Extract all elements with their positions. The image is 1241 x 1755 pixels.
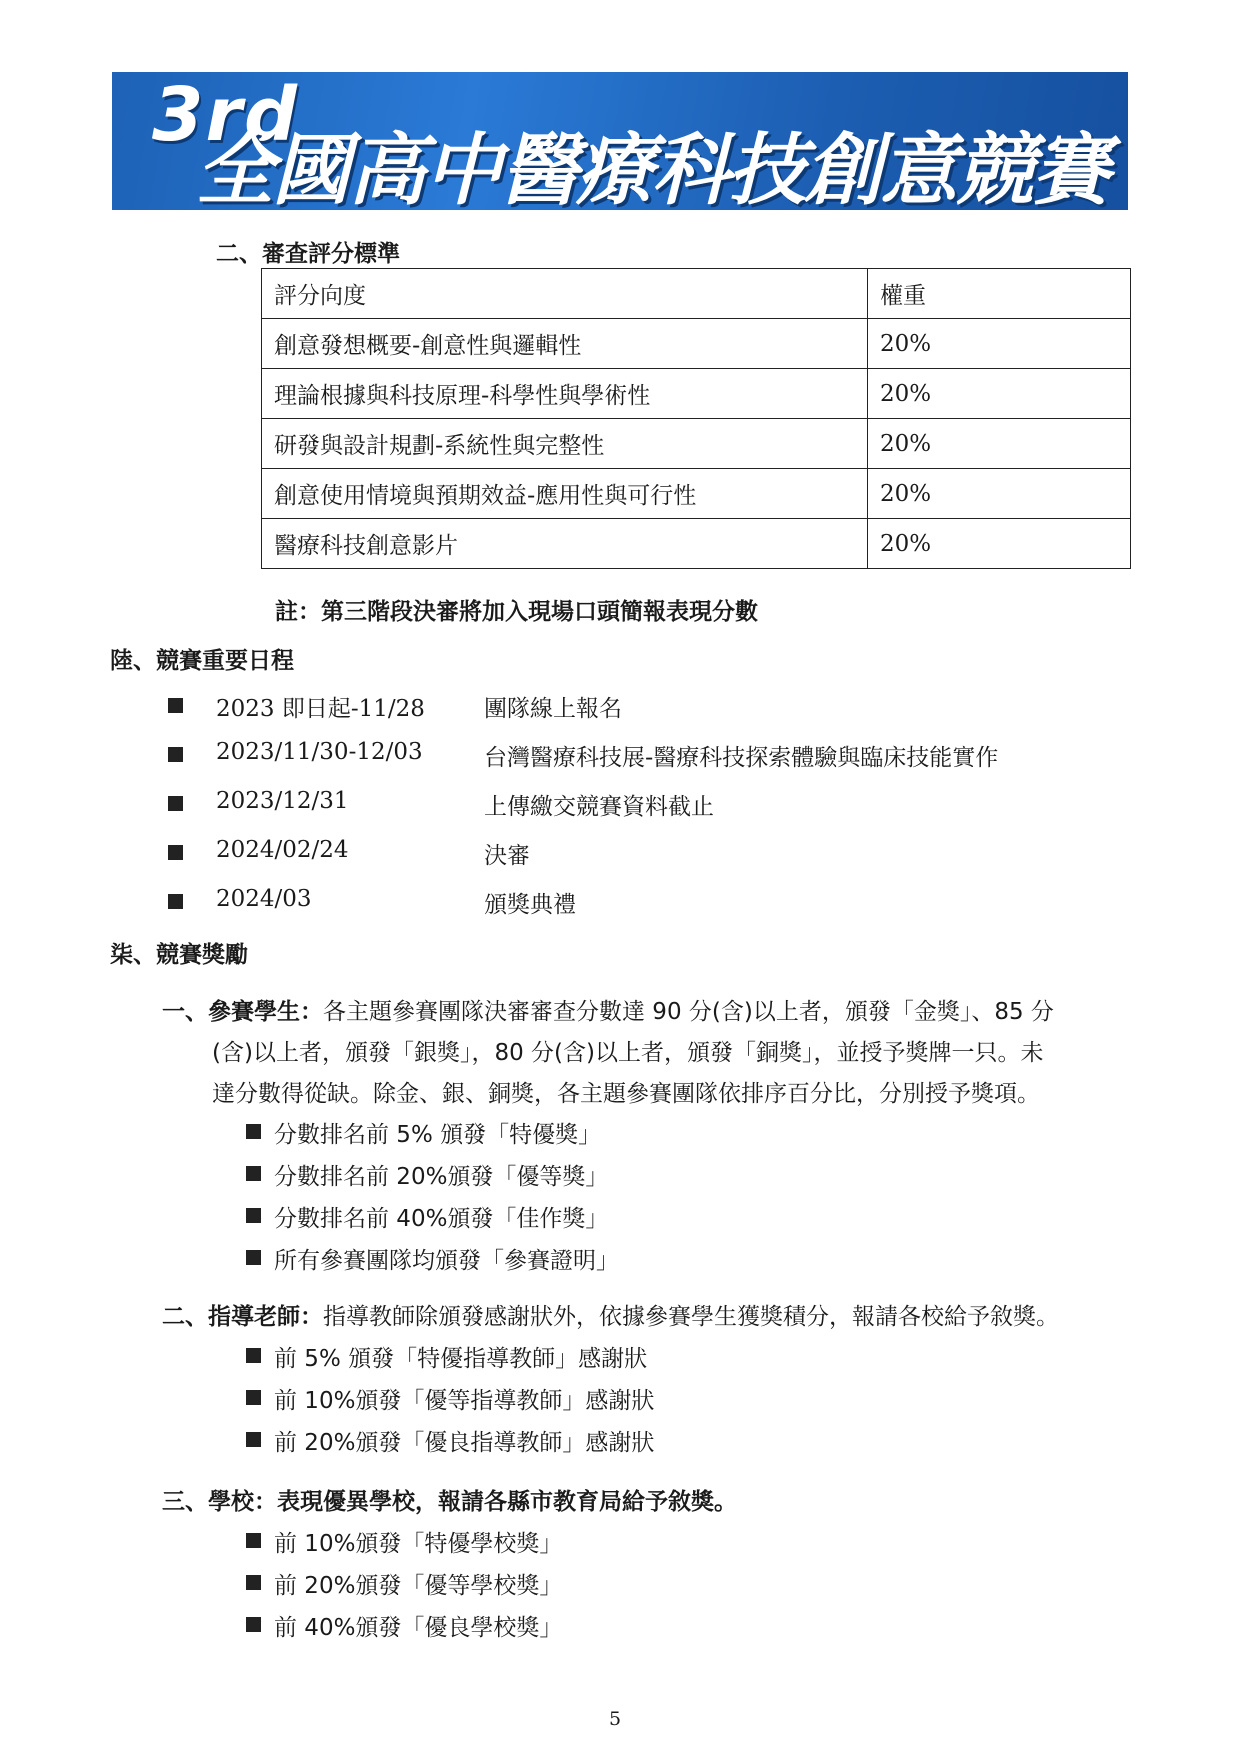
schedule-event: 台灣醫療科技展-醫療科技探索體驗與臨床技能實作	[484, 745, 999, 771]
square-bullet-icon	[168, 845, 183, 860]
students-text-line: 達分數得從缺。除金、銀、銅獎，各主題參賽團隊依排序百分比，分別授予獎項。	[212, 1081, 1040, 1107]
school-award-item: 前 40%頒發「優良學校獎」	[274, 1615, 563, 1641]
student-award-item: 分數排名前 20%頒發「優等獎」	[274, 1164, 609, 1190]
schedule-event: 上傳繳交競賽資料截止	[484, 794, 714, 820]
schedule-date: 2024/03	[216, 886, 312, 912]
review-note: 註：第三階段決審將加入現場口頭簡報表現分數	[275, 599, 758, 625]
school-award-item: 前 10%頒發「特優學校獎」	[274, 1531, 563, 1557]
table-cell: 20%	[868, 519, 1131, 569]
awards-heading: 柒、競賽獎勵	[110, 942, 248, 968]
schedule-heading: 陸、競賽重要日程	[110, 648, 294, 674]
schools-paragraph: 三、學校：表現優異學校，報請各縣市教育局給予敘獎。	[162, 1489, 737, 1515]
table-cell: 20%	[868, 319, 1131, 369]
square-bullet-icon	[246, 1166, 261, 1181]
table-cell: 理論根據與科技原理-科學性與學術性	[262, 369, 868, 419]
table-cell: 20%	[868, 469, 1131, 519]
square-bullet-icon	[246, 1617, 261, 1632]
teachers-paragraph	[162, 1298, 1059, 1331]
schedule-event: 決審	[484, 843, 530, 869]
square-bullet-icon	[246, 1348, 261, 1363]
table-cell: 20%	[868, 419, 1131, 469]
square-bullet-icon	[246, 1390, 261, 1405]
students-label: 一、參賽學生：	[162, 999, 323, 1025]
teachers-label: 二、指導老師：	[162, 1304, 323, 1330]
table-cell: 20%	[868, 369, 1131, 419]
student-award-item: 分數排名前 5% 頒發「特優獎」	[274, 1122, 602, 1148]
teacher-award-item: 前 20%頒發「優良指導教師」感謝狀	[274, 1430, 655, 1456]
square-bullet-icon	[168, 698, 183, 713]
student-award-item: 分數排名前 40%頒發「佳作獎」	[274, 1206, 609, 1232]
title-banner	[112, 72, 1128, 210]
students-paragraph	[162, 993, 1054, 1026]
table-row	[262, 369, 1131, 419]
table-cell: 創意使用情境與預期效益-應用性與可行性	[262, 469, 868, 519]
square-bullet-icon	[168, 894, 183, 909]
schedule-event: 頒獎典禮	[484, 892, 576, 918]
review-heading: 二、審查評分標準	[216, 241, 400, 267]
table-row	[262, 419, 1131, 469]
scoring-table	[261, 268, 1131, 569]
square-bullet-icon	[246, 1575, 261, 1590]
edition-label: 3rd	[152, 72, 299, 158]
schedule-date: 2023/12/31	[216, 788, 349, 814]
square-bullet-icon	[246, 1533, 261, 1548]
table-cell: 研發與設計規劃-系統性與完整性	[262, 419, 868, 469]
square-bullet-icon	[246, 1432, 261, 1447]
students-text: 各主題參賽團隊決審審查分數達 90 分(含)以上者，頒發「金獎」、85 分	[323, 999, 1054, 1025]
students-text-line: (含)以上者，頒發「銀獎」，80 分(含)以上者，頒發「銅獎」，並授予獎牌一只。未	[212, 1040, 1044, 1066]
schedule-date: 2023/11/30-12/03	[216, 739, 423, 765]
schedule-date: 2024/02/24	[216, 837, 349, 863]
square-bullet-icon	[246, 1208, 261, 1223]
teacher-award-item: 前 10%頒發「優等指導教師」感謝狀	[274, 1388, 655, 1414]
table-row	[262, 519, 1131, 569]
square-bullet-icon	[246, 1124, 261, 1139]
table-header-cell: 評分向度	[262, 269, 868, 319]
square-bullet-icon	[168, 747, 183, 762]
school-award-item: 前 20%頒發「優等學校獎」	[274, 1573, 563, 1599]
table-cell: 醫療科技創意影片	[262, 519, 868, 569]
student-award-item: 所有參賽團隊均頒發「參賽證明」	[274, 1248, 619, 1274]
table-cell: 創意發想概要-創意性與邏輯性	[262, 319, 868, 369]
square-bullet-icon	[246, 1250, 261, 1265]
table-row	[262, 469, 1131, 519]
table-header-row	[262, 269, 1131, 319]
table-header-cell: 權重	[868, 269, 1131, 319]
teachers-text: 指導教師除頒發感謝狀外，依據參賽學生獲獎積分，報請各校給予敘獎。	[323, 1304, 1059, 1330]
page-number: 5	[609, 1708, 622, 1730]
square-bullet-icon	[168, 796, 183, 811]
schedule-date: 2023 即日起-11/28	[216, 696, 425, 722]
schedule-event: 團隊線上報名	[484, 696, 622, 722]
teacher-award-item: 前 5% 頒發「特優指導教師」感謝狀	[274, 1346, 648, 1372]
table-row	[262, 319, 1131, 369]
competition-title: 全國高中醫療科技創意競賽	[196, 126, 1109, 210]
